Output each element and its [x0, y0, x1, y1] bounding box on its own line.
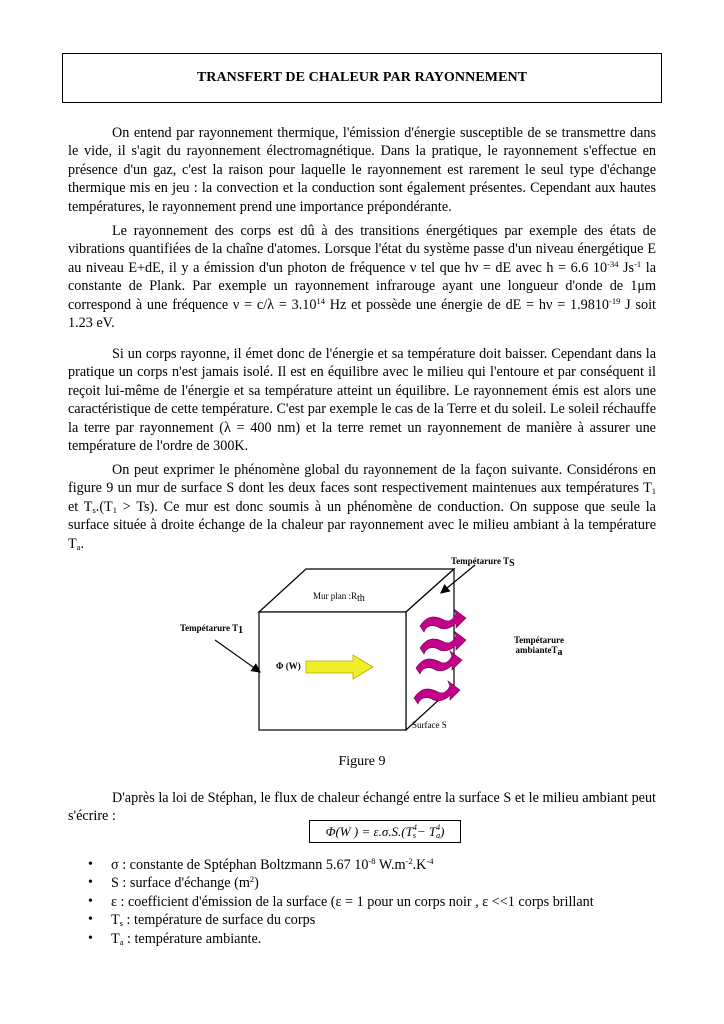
formula-exponent: 4 [412, 822, 417, 832]
label-text: Tempétarure T [180, 623, 239, 633]
formula-text: − T [416, 823, 437, 839]
subscript: a [76, 541, 81, 552]
paragraph-2-text: Js [618, 259, 635, 276]
subscript: s [119, 918, 123, 929]
t1-pointer-arrow [215, 640, 260, 672]
exponent: -19 [609, 295, 621, 306]
list-item-text: W.m [375, 857, 406, 873]
paragraph-5-text: D'après la loi de Stéphan, le flux de chaleur échangé entre la surface S et le milieu ambiant peut s'écrire : [68, 790, 656, 825]
paragraph-2-text: Le rayonnement des corps est dû à des transitions énergétiques par exemple des états de vibrations quantifiées de la chaîne d'atomes. Lorsque l'état du système passe d'un niveau énergétique E au niveau E+dE, il y a émission d'un photon de fréquence ν tel que hν = dE avec h = 6.6 10 [68, 223, 656, 276]
subscript: a [557, 647, 563, 658]
list-item-text: .K [412, 857, 427, 873]
stefan-formula [309, 820, 461, 843]
exponent: -34 [607, 258, 619, 269]
label-surface-s: Surface S [412, 720, 447, 730]
page-title: TRANSFERT DE CHALEUR PAR RAYONNEMENT [196, 70, 528, 85]
list-item-text: T [111, 912, 120, 929]
exponent: 2 [249, 874, 255, 885]
subscript: 1 [238, 625, 244, 636]
list-item-text: : température ambiante. [123, 930, 262, 947]
list-item [88, 930, 594, 948]
label-temperature-t1 [180, 623, 244, 636]
list-item-text: : température de surface du corps [122, 912, 316, 929]
paragraph-4-text: On peut exprimer le phénomène global du rayonnement de la façon suivante. Considérons en figure 9 un mur de surface S dont les deux faces sont respectivement maintenues aux températures T [68, 462, 656, 497]
paragraph-2-text: J soit 1.23 eV. [68, 296, 656, 332]
definitions-list [88, 856, 594, 948]
formula-subscript: a [436, 830, 441, 840]
paragraph-4 [68, 461, 656, 553]
list-item-text: ε : coefficient d'émission de la surface (ε = 1 pour un corps noir , ε <<1 corps brillant [111, 893, 594, 910]
exponent: -1 [634, 258, 642, 269]
label-text: Tempétarure T [451, 556, 510, 566]
paragraph-4-text: . [80, 535, 84, 552]
paragraph-1 [68, 124, 656, 216]
list-item-text: T [111, 930, 120, 947]
subscript: 1 [112, 504, 117, 515]
paragraph-2 [68, 222, 656, 332]
subscript: 1 [651, 486, 656, 497]
label-text: Mur plan :R [313, 591, 357, 601]
subscript: a [119, 936, 124, 947]
paragraph-4-text: > Ts). Ce mur est donc soumis à un phénomène de conduction. On suppose que seule la surface située à droite échange de la chaleur par rayonnement avec le milieu ambiant à la température T [68, 498, 656, 552]
paragraph-2-text: la constante de Plank. Par exemple un rayonnement infrarouge ayant une longueur d'onde de 1μm correspond à une fréquence ν = c/λ = 3.10 [68, 259, 657, 313]
paragraph-3-text: Si un corps rayonne, il émet donc de l'énergie et sa température doit baisser. Cependant dans la pratique un corps n'est jamais isolé. Il est en équilibre avec le milieu qui l'entoure et par conséquent il reçoit lui-même de l'énergie et sa température atteint un équilibre. Le rayonnement émis est alors une caractéristique de cette température. C'est par exemple le cas de la Terre et du soleil. Le soleil réchauffe la terre par rayonnement (λ = 400 nm) et la terre remet un rayonnement de manière à assurer une température de l'ordre de 300K. [68, 346, 656, 455]
formula-text: Φ(W ) = ε.σ.S.(T [325, 823, 413, 839]
subscript: th [357, 593, 365, 604]
list-item-text: ) [254, 875, 259, 892]
exponent: -2 [405, 856, 413, 866]
subscript: s [92, 504, 96, 515]
list-item [88, 911, 594, 929]
list-item-text: S : surface d'échange (m [111, 875, 250, 892]
formula-subscript: s [412, 830, 416, 840]
list-item [88, 874, 594, 892]
list-item [88, 856, 594, 874]
exponent: 14 [316, 295, 325, 306]
label-text: ambianteT [515, 645, 558, 655]
figure-9-diagram [0, 550, 724, 760]
title-box [62, 53, 662, 103]
label-mur-plan [313, 591, 365, 604]
label-temperature-ts [451, 556, 515, 569]
label-text: Tempétarure [514, 635, 564, 645]
paragraph-2-text: Hz et possède une énergie de dE = hν = 1.9810 [324, 296, 610, 313]
paragraph-3 [68, 345, 656, 455]
paragraph-4-text: .(T [95, 498, 113, 515]
paragraph-4-text: et T [68, 498, 93, 515]
paragraph-1-text: On entend par rayonnement thermique, l'émission d'énergie susceptible de se transmettre dans le vide, il s'agit du rayonnement électromagnétique. Dans la pratique, le rayonnement s'effectue en présence d'un gaz, c'est la raison pour laquelle le rayonnement est rarement le seul type d'échange thermique mis en jeu : la convection et la conduction sont également présentes. Cependant aux hautes températures, le rayonnement prend une importance prépondérante. [68, 125, 656, 215]
formula-exponent: 4 [436, 822, 441, 832]
figure-caption: Figure 9 [338, 754, 386, 769]
list-item-text: σ : constante de Sptéphan Boltzmann 5.67 10 [111, 857, 369, 873]
list-item [88, 893, 594, 911]
exponent: -4 [426, 856, 434, 866]
label-temperature-ambiante [514, 635, 564, 658]
exponent: -8 [368, 856, 376, 866]
subscript: S [509, 558, 515, 569]
formula-text: ) [440, 823, 445, 839]
label-flux: Φ (W) [276, 661, 301, 671]
